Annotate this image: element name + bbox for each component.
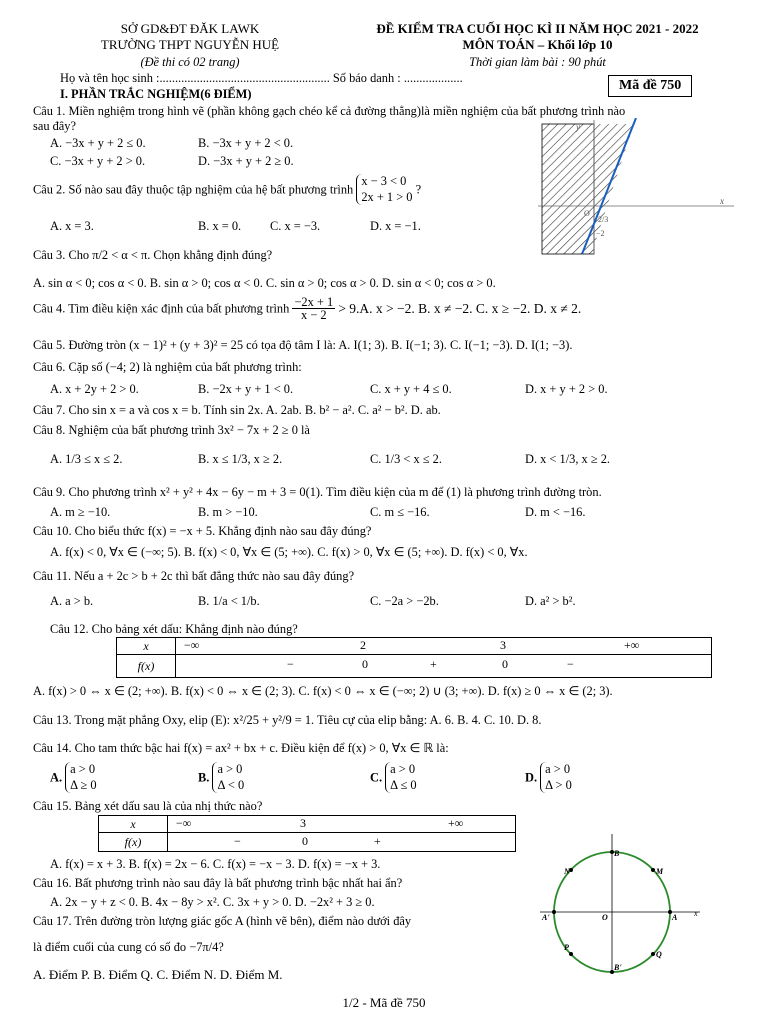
table12-x-label: x: [117, 638, 176, 655]
q9-option-d: D. m < −16.: [525, 505, 586, 519]
trig-circle-diagram: [540, 832, 712, 974]
point-b-label: B: [614, 849, 620, 858]
tick-y-label: −2: [596, 229, 605, 238]
point-a-label: A: [672, 913, 678, 922]
question-10: Câu 10. Cho biểu thức f(x) = −x + 5. Khẳng định nào sau đây đúng?: [33, 524, 372, 538]
table15-x-label: x: [99, 816, 168, 833]
question-1-cont: sau đây?: [33, 119, 77, 133]
q14c-line1: a > 0: [390, 762, 416, 776]
question-2: Câu 2. Số nào sau đây thuộc tập nghiệm của hệ bất phương trình x − 3 < 0 2x + 1 > 0 ?: [33, 174, 422, 204]
q6-option-c: C. x + y + 4 ≤ 0.: [370, 382, 452, 396]
q11-option-c: C. −2a > −2b.: [370, 594, 439, 608]
table12-x-1: 2: [360, 638, 366, 652]
q4-fraction: [292, 296, 335, 322]
exam-title: ĐỀ KIỂM TRA CUỐI HỌC KÌ II NĂM HỌC 2021 - 2022: [376, 21, 699, 36]
question-5: Câu 5. Đường tròn (x − 1)² + (y + 3)² = 25 có tọa độ tâm I là: A. I(1; 3). B. I(−1; 3). C. I(−1; −3). D. I(1; −3).: [33, 338, 573, 352]
sign-table-15: [98, 815, 516, 852]
q9-option-a: A. m ≥ −10.: [50, 505, 111, 519]
table15-sign-1: 0: [302, 834, 308, 848]
table12-x-2: 3: [500, 638, 506, 652]
q2-option-a: A. x = 3.: [50, 219, 94, 233]
q8-option-a: A. 1/3 ≤ x ≤ 2.: [50, 452, 123, 466]
question-15: Câu 15. Bảng xét dấu sau là của nhị thức nào?: [33, 799, 263, 813]
q14a-line2: Δ ≥ 0: [70, 777, 97, 792]
table12-fx-label: f(x): [117, 655, 176, 678]
y-axis-label: y: [576, 122, 580, 132]
q6-option-a: A. x + 2y + 2 > 0.: [50, 382, 139, 396]
table12-x-row: [176, 638, 712, 655]
q4-denominator: x − 2: [301, 308, 327, 323]
dept-name: SỞ GD&ĐT ĐĂK LAWK: [120, 21, 260, 36]
q3-options: A. sin α < 0; cos α < 0. B. sin α > 0; cos α < 0. C. sin α > 0; cos α > 0. D. sin α < 0; cos α > 0.: [33, 276, 496, 290]
q14-option-c: C. a > 0 Δ ≤ 0: [370, 762, 417, 792]
point-a-prime-label: A': [542, 913, 550, 922]
question-14: Câu 14. Cho tam thức bậc hai f(x) = ax² + bx + c. Điều kiện để f(x) > 0, ∀x ∈ ℝ là:: [33, 741, 449, 755]
q1-option-b: B. −3x + y + 2 < 0.: [198, 136, 294, 150]
question-7: Câu 7. Cho sin x = a và cos x = b. Tính sin 2x. A. 2ab. B. b² − a². C. a² − b². D. ab.: [33, 403, 441, 417]
question-4-text: Câu 4. Tìm điều kiện xác định của bất phương trình: [33, 301, 290, 316]
q15-options: A. f(x) = x + 3. B. f(x) = 2x − 6. C. f(x) = −x − 3. D. f(x) = −x + 3.: [50, 857, 381, 871]
question-12: Câu 12. Cho bảng xét dấu: Khẳng định nào đúng?: [50, 622, 298, 636]
origin-label: O: [584, 209, 590, 218]
q8-option-b: B. x ≤ 1/3, x ≥ 2.: [198, 452, 283, 466]
table12-x-0: −∞: [184, 638, 200, 652]
point-q-label: Q: [656, 950, 662, 959]
q14a-line1: a > 0: [70, 762, 96, 776]
table12-sign-3: 0: [502, 657, 508, 671]
q2-option-c: C. x = −3.: [270, 219, 321, 233]
table15-sign-row: [168, 833, 516, 852]
table15-x-0: −∞: [176, 816, 192, 830]
q14-option-a: A. a > 0 Δ ≥ 0: [50, 762, 97, 792]
q4-options: > 9.A. x > −2. B. x ≠ −2. C. x ≥ −2. D. x ≠ 2.: [338, 301, 582, 317]
school-name: TRƯỜNG THPT NGUYỄN HUỆ: [100, 37, 280, 52]
point-o-label: O: [602, 913, 608, 922]
q8-option-c: C. 1/3 < x ≤ 2.: [370, 452, 442, 466]
question-1: Câu 1. Miền nghiệm trong hình vẽ (phần không gạch chéo kể cả đường thẳng)là miền nghiệm của bất phương trình nào: [33, 104, 626, 118]
page-footer: 1/2 - Mã đề 750: [342, 995, 426, 1010]
q12-options: A. f(x) > 0 ⇔ x ∈ (2; +∞). B. f(x) < 0 ⇔ x ∈ (2; 3). C. f(x) < 0 ⇔ x ∈ (−∞; 2) ∪ (3; +∞). D. f(x) ≥ 0 ⇔ x ∈ (2; 3).: [33, 684, 613, 698]
q14d-line2: Δ > 0: [545, 777, 572, 792]
table12-sign-1: 0: [362, 657, 368, 671]
q9-option-b: B. m > −10.: [198, 505, 258, 519]
student-info-line: Họ và tên học sinh :....................................................... Số báo danh : ...................: [60, 71, 463, 85]
q1-option-d: D. −3x + y + 2 ≥ 0.: [198, 154, 294, 168]
q11-option-b: B. 1/a < 1/b.: [198, 594, 260, 608]
question-17-cont: là điểm cuối của cung có số đo −7π/4?: [33, 940, 224, 954]
q10-options: A. f(x) < 0, ∀x ∈ (−∞; 5). B. f(x) < 0, ∀x ∈ (5; +∞). C. f(x) > 0, ∀x ∈ (5; +∞). D. f(x) < 0, ∀x.: [50, 545, 528, 559]
question-17: Câu 17. Trên đường tròn lượng giác gốc A (hình vẽ bên), điểm nào dưới đây: [33, 914, 412, 928]
point-m-label: M: [656, 867, 664, 876]
question-16: Câu 16. Bất phương trình nào sau đây là bất phương trình bậc nhất hai ẩn?: [33, 876, 403, 890]
table15-x-1: 3: [300, 816, 306, 830]
circle-x-axis-label: x: [694, 909, 698, 918]
question-4: [33, 296, 581, 322]
q17-options: A. Điểm P. B. Điểm Q. C. Điểm N. D. Điểm M.: [33, 967, 283, 982]
point-n-label: N: [564, 867, 570, 876]
q1-option-c: C. −3x + y + 2 > 0.: [50, 154, 146, 168]
q14c-line2: Δ ≤ 0: [390, 777, 417, 792]
q4-numerator: −2x + 1: [294, 295, 334, 309]
table15-x-row: [168, 816, 516, 833]
q8-option-d: D. x < 1/3, x ≥ 2.: [525, 452, 611, 466]
q1-option-a: A. −3x + y + 2 ≤ 0.: [50, 136, 146, 150]
question-9: Câu 9. Cho phương trình x² + y² + 4x − 6y − m + 3 = 0(1). Tìm điều kiện của m để (1) là phương trình đường tròn.: [33, 485, 602, 499]
table12-x-3: +∞: [624, 638, 640, 652]
section-title: I. PHẦN TRẮC NGHIỆM(6 ĐIỂM): [60, 87, 252, 101]
question-8: Câu 8. Nghiệm của bất phương trình 3x² − 7x + 2 ≥ 0 là: [33, 423, 310, 437]
q14-option-b: B. a > 0 Δ < 0: [198, 762, 245, 792]
table15-sign-2: +: [374, 834, 381, 848]
table15-sign-0: −: [234, 834, 241, 848]
tick-x-label: 2/3: [598, 215, 609, 224]
q2-ineq-2: 2x + 1 > 0: [361, 189, 413, 204]
time-limit: Thời gian làm bài : 90 phút: [469, 55, 606, 69]
table15-fx-label: f(x): [99, 833, 168, 852]
table12-sign-2: +: [430, 657, 437, 671]
q14-option-d: D. a > 0 Δ > 0: [525, 762, 572, 792]
q2-ineq-1: x − 3 < 0: [361, 174, 407, 188]
page-count: (Đề thi có 02 trang): [140, 55, 240, 69]
q6-option-d: D. x + y + 2 > 0.: [525, 382, 608, 396]
question-11: Câu 11. Nếu a + 2c > b + 2c thì bất đẳng thức nào sau đây đúng?: [33, 569, 355, 583]
question-3: Câu 3. Cho π/2 < α < π. Chọn khẳng định đúng?: [33, 248, 273, 262]
q16-options: A. 2x − y + z < 0. B. 4x − 8y > x². C. 3x + y > 0. D. −2x² + 3 ≥ 0.: [50, 895, 375, 909]
point-p-label: P: [564, 943, 569, 952]
inequality-region-graph: [538, 118, 738, 256]
question-6: Câu 6. Cặp số (−4; 2) là nghiệm của bất phương trình:: [33, 360, 302, 374]
q6-option-b: B. −2x + y + 1 < 0.: [198, 382, 294, 396]
table12-sign-0: −: [287, 657, 294, 671]
q9-option-c: C. m ≤ −16.: [370, 505, 430, 519]
exam-code: Mã đề 750: [608, 75, 692, 97]
question-2-text: Câu 2. Số nào sau đây thuộc tập nghiệm của hệ bất phương trình: [33, 182, 354, 197]
table12-sign-4: −: [567, 657, 574, 671]
q2-option-d: D. x = −1.: [370, 219, 421, 233]
table15-x-2: +∞: [448, 816, 464, 830]
q11-option-d: D. a² > b².: [525, 594, 576, 608]
q2-option-b: B. x = 0.: [198, 219, 242, 233]
q11-option-a: A. a > b.: [50, 594, 94, 608]
q14b-line2: Δ < 0: [217, 777, 245, 792]
x-axis-label: x: [720, 196, 724, 206]
sign-table-12: [116, 637, 712, 678]
table12-sign-row: [176, 655, 712, 678]
q2-system: [356, 174, 412, 205]
q14b-line1: a > 0: [217, 762, 243, 776]
subject: MÔN TOÁN – Khối lớp 10: [462, 37, 613, 52]
q14d-line1: a > 0: [545, 762, 571, 776]
question-13: Câu 13. Trong mặt phẳng Oxy, elip (E): x²/25 + y²/9 = 1. Tiêu cự của elip bằng: A. 6. B. 4. C. 10. D. 8.: [33, 713, 542, 727]
point-b-prime-label: B': [614, 963, 622, 972]
